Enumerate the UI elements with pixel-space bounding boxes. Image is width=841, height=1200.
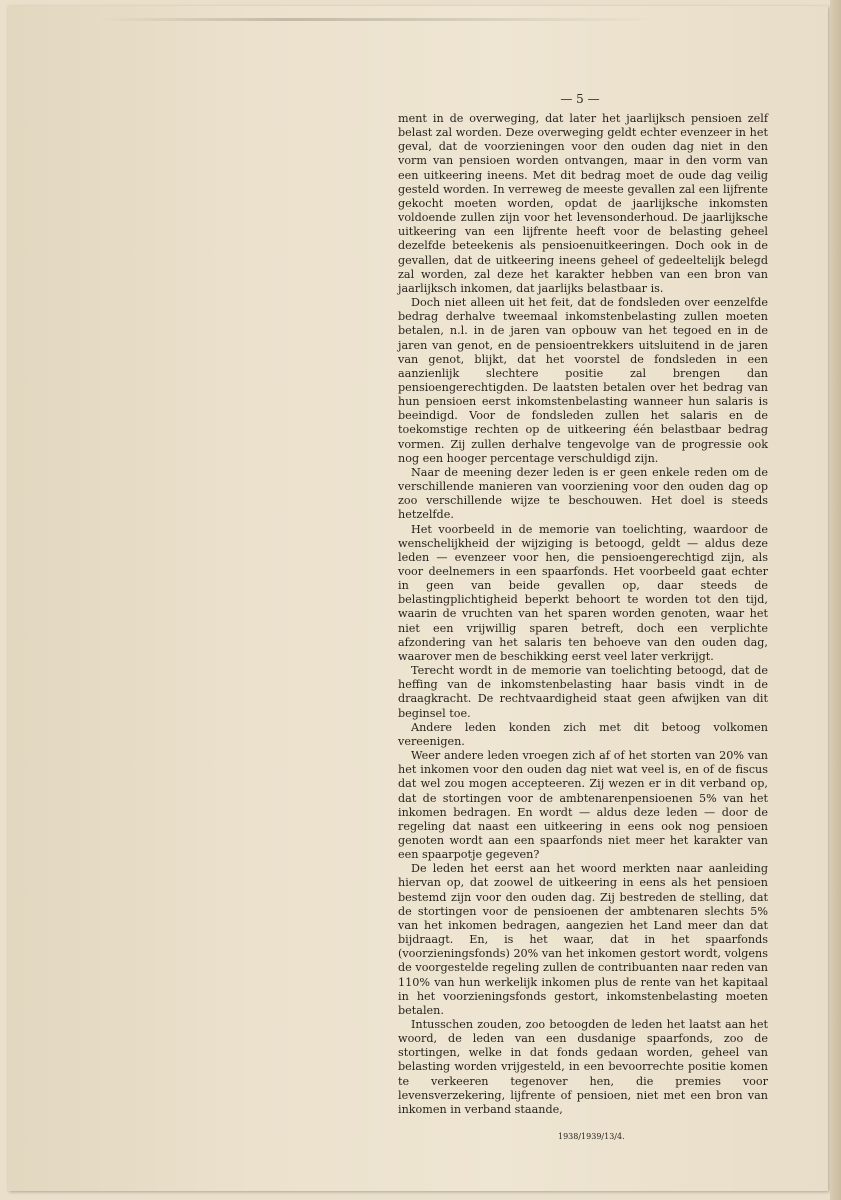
page-number: — 5 — (560, 92, 600, 106)
document-reference: 1938/1939/13/4. (558, 1132, 625, 1141)
paragraph-5: Terecht wordt in de memorie van toelichting betoogd, dat de heffing van de inkomstenbelasting haar basis vindt in de draagkracht. De rechtvaardigheid staat geen afwijken van dit beginsel toe. (398, 664, 768, 720)
paragraph-1: ment in de overweging, dat later het jaarlijksch pensioen zelf belast zal worden. Deze overweging geldt echter evenzeer in het geval, dat de voorzieningen voor den ouden dag niet in den vorm van pensioen worden ontvangen, maar in den vorm van een uitkeering ineens. Met dit bedrag moet de oude dag veilig gesteld worden. In verreweg de meeste gevallen zal een lijfrente gekocht moeten worden, opdat de jaarlijksche inkomsten voldoende zullen zijn voor het levensonderhoud. De jaarlijksche uitkeering van een lijfrente heeft voor de belasting geheel dezelfde beteekenis als pensioenuitkeeringen. Doch ook in de gevallen, dat de uitkeering ineens geheel of gedeeltelijk belegd zal worden, zal deze het karakter hebben van een bron van jaarlijksch inkomen, dat jaarlijks belastbaar is. (398, 112, 768, 295)
paragraph-4: Het voorbeeld in de memorie van toelichting, waardoor de wenschelijkheid der wijziging is betoogd, geldt — aldus deze leden — evenzeer voor hen, die pensioengerechtigd zijn, als voor deelnemers in een spaarfonds. Het voorbeeld gaat echter in geen van beide gevallen op, daar steeds de belastingplichtigheid beperkt behoort te worden tot den tijd, waarin de vruchten van het sparen worden genoten, waar het niet een vrijwillig sparen betreft, doch een verplichte afzondering van het salaris ten behoeve van den ouden dag, waarover men de beschikking eerst veel later verkrijgt. (398, 522, 768, 663)
paragraph-9: Intusschen zouden, zoo betoogden de leden het laatst aan het woord, de leden van een dusdanige spaarfonds, zoo de stortingen, welke in dat fonds gedaan worden, geheel van belasting worden vrijgesteld, in een bevoorrechte positie komen te verkeeren tegenover hen, die premies voor levensverzekering, lijfrente of pensioen, niet met een bron van inkomen in verband staande, (398, 1018, 768, 1116)
top-rule (98, 18, 658, 21)
page-edge (830, 0, 841, 1200)
paragraph-8: De leden het eerst aan het woord merkten naar aanleiding hiervan op, dat zoowel de uitkeering in eens als het pensioen bestemd zijn voor den ouden dag. Zij bestreden de stelling, dat de stortingen voor de pensioenen der ambtenaren slechts 5% van het inkomen bedragen, aangezien het Land meer dan dat bijdraagt. En, is het waar, dat in het spaarfonds (voorzieningsfonds) 20% van het inkomen gestort wordt, volgens de voorgestelde regeling zullen de contribuanten naar reden van 110% van hun werkelijk inkomen plus de rente van het kapitaal in het voorzieningsfonds gestort, inkomstenbelasting moeten betalen. (398, 862, 768, 1017)
paragraph-7: Weer andere leden vroegen zich af of het storten van 20% van het inkomen voor den ouden dag niet wat veel is, en of de fiscus dat wel zou mogen accepteeren. Zij wezen er in dit verband op, dat de stortingen voor de ambtenarenpensioenen 5% van het inkomen bedragen. En wordt — aldus deze leden — door de regeling dat naast een uitkeering in eens ook nog pensioen genoten wordt aan een spaarfonds niet meer het karakter van een spaarpotje gegeven? (398, 749, 768, 862)
paragraph-2: Doch niet alleen uit het feit, dat de fondsleden over eenzelfde bedrag derhalve tweemaal inkomstenbelasting zullen moeten betalen, n.l. in de jaren van opbouw van het tegoed en in de jaren van genot, en de pensioentrekkers uitsluitend in de jaren van genot, blijkt, dat het voorstel de fondsleden in een aanzienlijk slechtere positie zal brengen dan pensioengerechtigden. De laatsten betalen over het bedrag van hun pensioen eerst inkomstenbelasting wanneer hun salaris is beeindigd. Voor de fondsleden zullen het salaris en de toekomstige rechten op de uitkeering één belastbaar bedrag vormen. Zij zullen derhalve tengevolge van de progressie ook nog een hooger percentage verschuldigd zijn. (398, 296, 768, 465)
body-text (398, 112, 768, 1117)
paragraph-3: Naar de meening dezer leden is er geen enkele reden om de verschillende manieren van voorziening voor den ouden dag op zoo verschillende wijze te beschouwen. Het doel is steeds hetzelfde. (398, 465, 768, 522)
paragraph-6: Andere leden konden zich met dit betoog volkomen vereenigen. (398, 720, 768, 748)
